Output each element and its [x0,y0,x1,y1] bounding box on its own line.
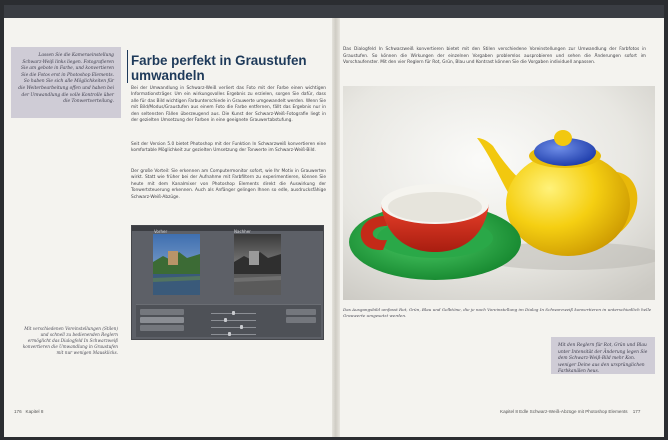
body-paragraph-3: Der große Vorteil: Sie erkennen am Computermonitor sofort, wie Ihr Motiv in Grauwerten wirkt. Statt wie früher bei der Aufnahme mit Farbfiltern zu experimentieren, können Sie heute mit dem Kanalmixer von Photoshop Elements direkt die Auswirkung der Tonwertsteuerung erkennen. Auch als Anfänger gelingen Ihnen so edle, ausdrucksfähige Schwarz-Weiß-Abzüge. [131,169,326,200]
teapot-cup-photo [343,86,655,300]
blue-slider[interactable] [211,327,256,328]
before-preview-image [153,234,200,295]
ok-button[interactable] [286,309,316,315]
page-heading: Farbe perfekt in Graustufen umwandeln [131,53,307,83]
contrast-slider-knob[interactable] [228,332,231,336]
convert-bw-dialog-screenshot [131,225,324,340]
body-paragraph-2: Seit der Version 5.0 bietet Photoshop mit der Funktion In Schwarzweiß konvertieren eine komfortable Möglichkeit zur gezielten Umsetzung der Tonwerte im Schwarz-Weiß-Bild. [131,142,326,154]
chapter-title-right: Kapitel 8 Edle Schwarz-Weiß-Abzüge mit Photoshop Elements [500,409,628,414]
style-option-2[interactable] [140,317,184,323]
dialog-controls-panel [136,304,321,337]
red-slider-knob[interactable] [232,311,235,315]
book-gutter [332,18,340,437]
blue-slider-knob[interactable] [240,325,243,329]
heading-rule [127,50,128,83]
contrast-slider[interactable] [211,334,256,335]
green-slider-knob[interactable] [224,318,227,322]
style-option-1[interactable] [140,309,184,315]
style-option-3[interactable] [140,325,184,331]
after-label: Nachher [234,229,251,234]
tip-sidebar-left-text: Lassen Sie die Kameraeinstellung Schwarz-Weiß links liegen. Fotografieren Sie am gebote in Farbe, und konvertieren Sie die Fotos erst in Photoshop Elements. So haben Sie sich alle Möglichkeiten für die Weiterbearbeitung offen und haben bei der Umwandlung die volle Kontrolle über die Tonwertverteilung. [18,53,114,105]
photo-caption: Das Ausgangsbild umfasst Rot, Grün, Blau und Gelbtöne, die je nach Voreinstellung im Dialog In Schwarzweiß konvertieren in unterschiedlich helle Grauwerte umgesetzt werden. [343,307,652,318]
before-label: Vorher [154,229,168,234]
body-paragraph-1: Bei der Umwandlung in Schwarz-Weiß verliert das Foto mit der Farbe einen wichtigen Informationsträger. Um ein wirkungsvolles Ergebnis zu erzielen, sorgen Sie dafür, dass alle für das Bild wichtigen Farbunterschiede in Grauwerte umgewandelt werden. Wenn Sie mit Bild/Modus/Graustufen aus einem Foto die Farbe entfernen, fällt das Ergebnis nur in den seltensten Fällen überzeugend aus. Die Kunst der Schwarz-Weiß-Fotografie liegt in der gezielten Umsetzung der Farben in eine geeignete Grauwertabstufung. [131,86,326,124]
tip-sidebar-left [11,47,121,118]
chapter-label-left: Kapitel 8 [25,409,44,414]
green-slider[interactable] [211,320,256,321]
footer-left [14,409,43,414]
figure-caption-left: Mit verschiedenen Voreinstellungen (Stilen) und schnell zu bedienenden Reglern ermöglicht das Dialogfeld In Schwarzweiß konvertieren die Umwandlung in Graustufen mit nur wenigen Mausklicks. [22,326,118,356]
tip-sidebar-right-text: Mit den Reglern für Rot, Grün und Blau unter Intensität der Änderung legen Sie dem Schwarz-Weiß-Bild mehr Kon. weniger Deine aus den ursprünglichen Farbkanälen heus. [558,343,648,375]
tip-sidebar-right [551,337,655,374]
page-number-right: 177 [632,409,641,414]
intro-paragraph-right: Das Dialogfeld In Schwarzweiß konvertieren bietet mit den Stilen verschiedene Voreinstellungen zur Umwandlung der Farbfotos in Graustufen. So können die Wirkungen der einzelnen Vorgaben problemlos ausprobieren und sehen die Änderungen sofort im Vorschaufenster. Mit den vier Reglern für Rot, Grün, Blau und Kontrast können Sie die Vorgaben individuell anpassen. [343,47,646,65]
viewer-top-bar [4,5,664,18]
page-number-left: 176 [14,409,22,414]
after-preview-image [234,234,281,295]
cancel-button[interactable] [286,317,316,323]
footer-right [500,409,640,414]
